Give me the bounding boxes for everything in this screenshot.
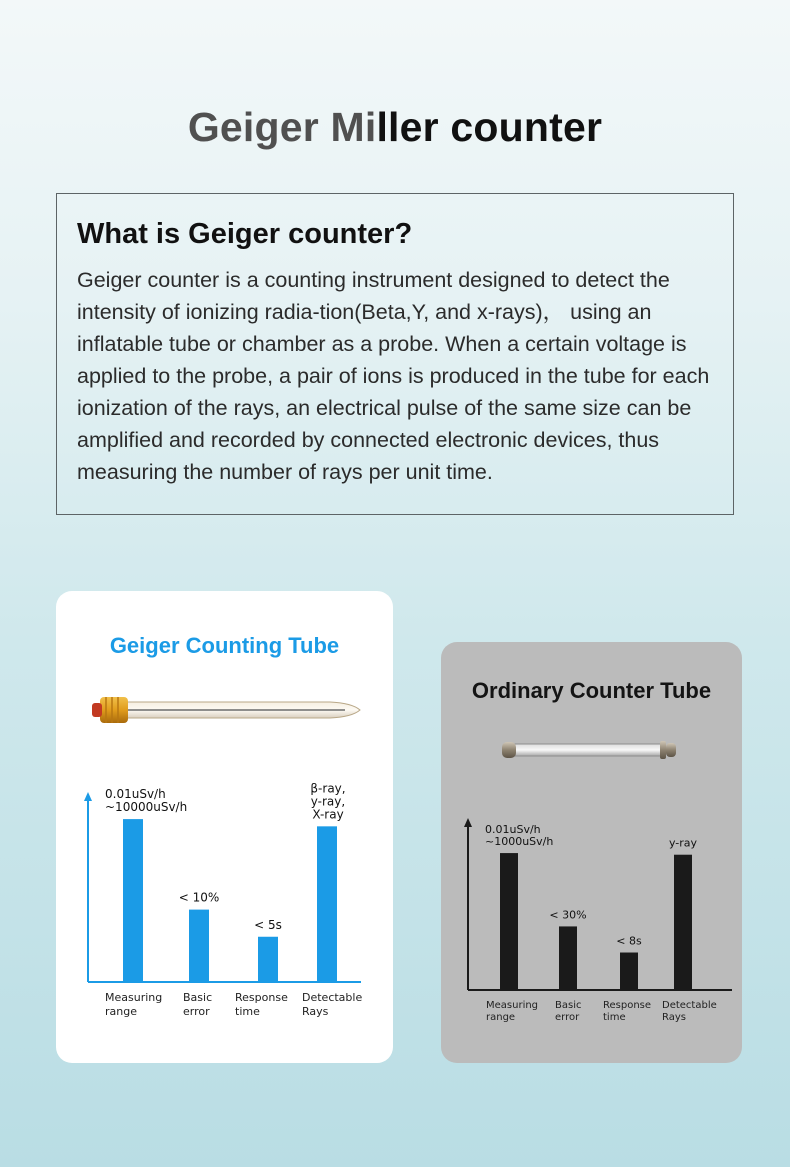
bar-value-label-0: ~10000uSv/h — [105, 800, 188, 815]
page-title-part-1: Geiger Mi — [187, 104, 377, 150]
page-title — [0, 104, 790, 151]
y-axis-arrow-icon — [84, 792, 92, 801]
bar-3 — [674, 855, 692, 990]
category-label-3: Detectable — [662, 1000, 717, 1011]
bar-value-label-3: X-ray — [312, 807, 344, 822]
category-label-2: Response — [603, 1000, 652, 1011]
bar-value-label-2: < 5s — [254, 917, 282, 932]
category-label-3: Rays — [302, 1005, 329, 1018]
bar-1 — [189, 910, 209, 982]
bar-3 — [317, 826, 337, 982]
info-heading: What is Geiger counter? — [77, 218, 413, 250]
ordinary-tube-card — [441, 642, 742, 1063]
category-label-0: range — [486, 1012, 516, 1023]
bar-0 — [500, 853, 518, 990]
category-label-0: range — [105, 1005, 137, 1018]
bar-value-label-0: 0.01uSv/h — [485, 823, 541, 837]
bar-2 — [620, 953, 638, 990]
category-label-0: Measuring — [486, 1000, 539, 1011]
info-box — [56, 193, 734, 515]
category-label-3: Detectable — [302, 991, 363, 1004]
info-body: Geiger counter is a counting instrument designed to detect the intensity of ionizing radia-tion(Beta,Y, and x-rays)， using an inflatable tube or chamber as a probe. When a certain voltage is applied to the probe, a pair of ions is produced in the tube for each ionization of the rays, an electrical pulse of the same size can be amplified and recorded by connected electronic devices, thus measuring the number of rays per unit time. — [77, 268, 710, 484]
bar-value-label-0: 0.01uSv/h — [105, 787, 166, 802]
category-label-1: error — [555, 1012, 580, 1023]
category-label-0: Measuring — [105, 991, 163, 1004]
geiger-card-title: Geiger Counting Tube — [109, 633, 340, 658]
page-title-part-2: ller counter — [376, 104, 603, 150]
bar-value-label-1: < 10% — [178, 890, 220, 905]
bar-value-label-3: y-ray — [668, 836, 698, 850]
bar-value-label-1: < 30% — [549, 908, 587, 922]
bar-value-label-2: < 8s — [616, 934, 642, 948]
category-label-3: Rays — [662, 1012, 686, 1023]
category-label-1: error — [183, 1005, 210, 1018]
category-label-2: time — [235, 1005, 260, 1018]
bar-0 — [123, 819, 143, 982]
category-label-2: time — [603, 1012, 626, 1023]
category-label-2: Response — [235, 991, 288, 1004]
bar-value-label-3: β-ray, — [310, 781, 346, 796]
geiger-tube-card — [56, 591, 393, 1063]
bar-2 — [258, 937, 278, 982]
ordinary-card-title: Ordinary Counter Tube — [471, 678, 712, 703]
category-label-1: Basic — [183, 991, 213, 1004]
bar-value-label-3: y-ray, — [310, 794, 346, 809]
bar-1 — [559, 926, 577, 990]
geiger-bar-chart — [56, 591, 393, 1063]
bar-value-label-0: ~1000uSv/h — [485, 835, 554, 849]
y-axis-arrow-icon — [464, 818, 472, 827]
category-label-1: Basic — [555, 1000, 582, 1011]
ordinary-bar-chart — [441, 642, 742, 1063]
